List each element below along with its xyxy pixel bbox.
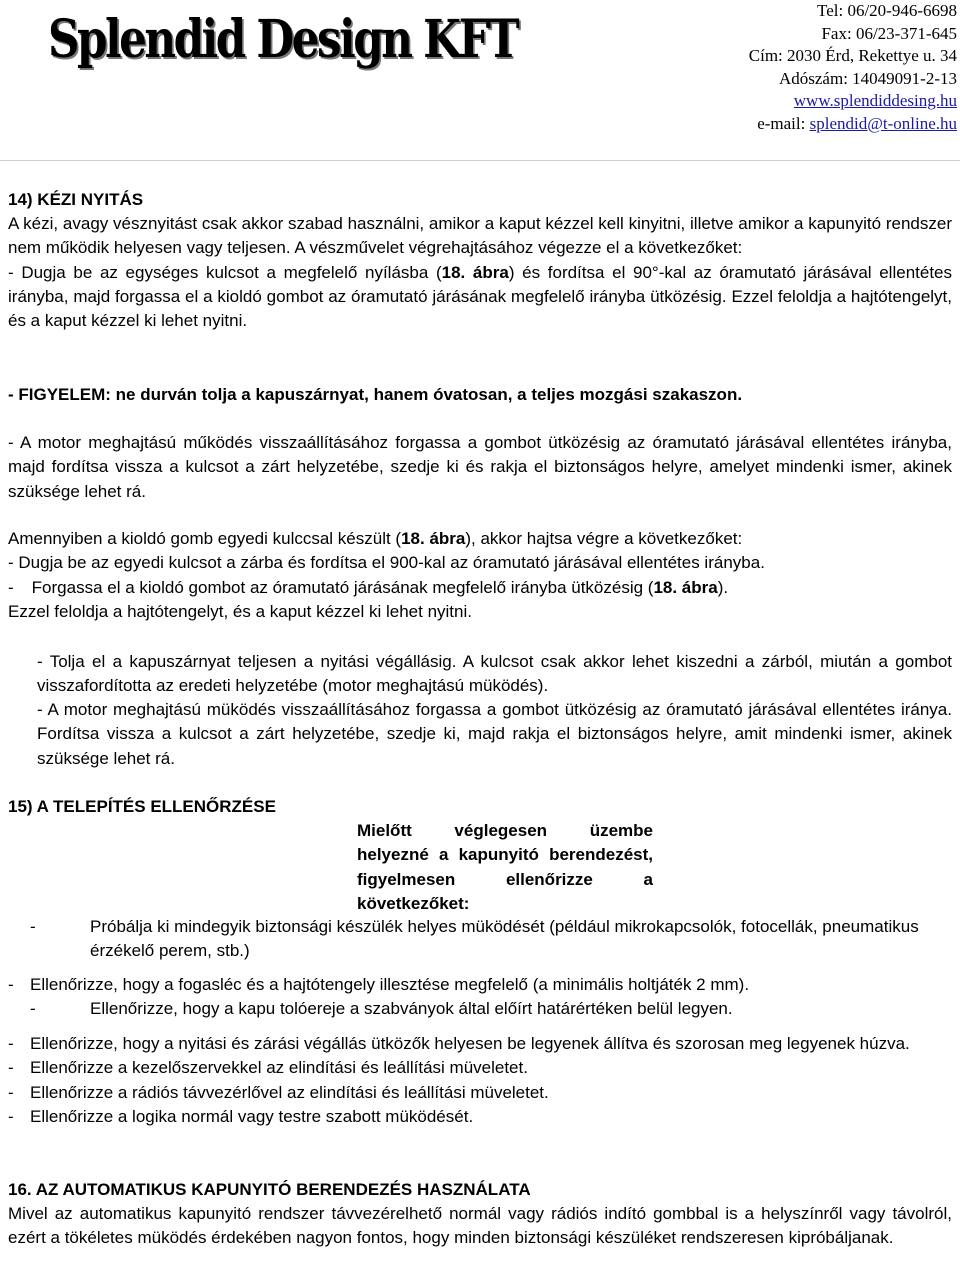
section-14-step-1: - Dugja be az egységes kulcsot a megfelelő nyílásba (18. ábra) és fordítsa el 90°-kal az óramutató járásával ellentétes irányba, majd forgassa el a kioldó gombot az óramutató járásának megfelelő irányba ütközésig. Ezzel feloldja a hajtótengelyt, és a kaput kézzel ki lehet nyitni. bbox=[8, 262, 953, 331]
website-link[interactable]: www.splendiddesing.hu bbox=[793, 91, 957, 110]
check-item-text: Ellenőrizze a rádiós távvezérlővel az elindítási és leállítási müveletet. bbox=[30, 1082, 549, 1102]
figure-reference: 18. ábra bbox=[653, 577, 718, 597]
fax-number: Fax: 06/23-371-645 bbox=[821, 23, 957, 43]
list-dash: - bbox=[30, 917, 36, 936]
check-list bbox=[8, 1032, 952, 1129]
section-14-body bbox=[8, 212, 952, 333]
section-16-text: Mivel az automatikus kapunyitó rendszer távvezérelhető normál vagy rádiós indító gombbal is a helyszínről vagy távolról, ezért a tökéletes müködés érdekében nagyon fontos, hogy minden biztonsági készüléket rendszeresen kipróbáljanak. bbox=[8, 1204, 952, 1248]
section-15-heading: 15) A TELEPÍTÉS ELLENŐRZÉSE bbox=[8, 797, 276, 816]
list-dash: - bbox=[8, 975, 14, 994]
check-item bbox=[30, 915, 952, 964]
check-item-text: Ellenőrizze, hogy a fogasléc és a hajtótengely illesztése megfelelő (a minimális holtjáték 2 mm). bbox=[30, 975, 750, 994]
list-dash: - bbox=[8, 1106, 14, 1126]
contact-block bbox=[749, 0, 957, 135]
custom-key-block bbox=[8, 527, 952, 624]
custom-key-intro: Amennyiben a kioldó gomb egyedi kulccsal készült (18. ábra), akkor hajtsa végre a következőket: bbox=[8, 529, 743, 548]
restore-motor-text: - A motor meghajtású müködés visszaállításához forgassa a gombot ütközésig az óramutató járásával ellentétes iránya. Fordítsa vissza a kulcsot a zárt helyzetébe, szedje ki, majd rakja el biztonságos helyre, amit mindenki ismer, akinek szüksége lehet rá. bbox=[37, 700, 952, 768]
check-item bbox=[8, 973, 952, 997]
push-gate-text: - Tolja el a kapuszárnyat teljesen a nyitási végállásig. A kulcsot csak akkor lehet kiszedni a zárból, miután a gombot visszafordította az eredeti helyzetébe (motor meghajtású müködés). bbox=[37, 652, 952, 696]
list-dash: - bbox=[30, 999, 36, 1018]
company-logo: Splendid Design KFT bbox=[48, 9, 518, 70]
section-14-heading: 14) KÉZI NYITÁS bbox=[8, 190, 144, 209]
restore-text: - A motor meghajtású működés visszaállításához forgassa a gombot ütközésig az óramutató járásával ellentétes irányba, majd fordítsa vissza a kulcsot a zárt helyzetébe, szedje ki és rakja el biztonságos helyre, amelyet mindenki ismer, akinek szüksége lehet rá. bbox=[8, 433, 952, 501]
figure-reference: 18. ábra bbox=[441, 262, 509, 282]
section-14-intro: A kézi, avagy vésznyitást csak akkor szabad használni, amikor a kaput kézzel kell kinyitni, illetve amikor a kapunyitó rendszer nem működik helyesen vagy teljesen. A vészművelet végrehajtásához végezze el a következőket: bbox=[8, 214, 952, 258]
custom-key-step-1: - Dugja be az egyedi kulcsot a zárba és fordítsa el 900-kal az óramutató járásával ellentétes irányba. bbox=[8, 553, 765, 573]
header-divider bbox=[0, 160, 960, 161]
check-item-text: Ellenőrizze a kezelőszervekkel az elindítási és leállítási müveletet. bbox=[30, 1058, 528, 1078]
address: Cím: 2030 Érd, Rekettye u. 34 bbox=[748, 46, 957, 65]
tax-number: Adószám: 14049091-2-13 bbox=[778, 68, 957, 88]
check-item-text: Próbálja ki mindegyik biztonsági készülék helyes müködését (például mikrokapcsolók, fotocellák, pneumatikus érzékelő perem, stb.) bbox=[90, 917, 919, 961]
list-dash: - bbox=[8, 1034, 14, 1053]
check-item-text: Ellenőrizze, hogy a kapu tolóereje a szabványok által előírt határértéken belül legyen. bbox=[90, 999, 733, 1018]
list-dash: - bbox=[8, 1058, 14, 1078]
check-item-text: Ellenőrizze, hogy a nyitási és zárási végállás ütközők helyesen be legyenek állítva és szorosan meg legyenek húzva. bbox=[30, 1034, 910, 1053]
figure-reference: 18. ábra bbox=[401, 529, 466, 548]
section-15-intro: Mielőtt véglegesen üzembe helyezné a kapunyitó berendezést, figyelmesen ellenőrizze a következőket: bbox=[357, 821, 653, 913]
warning-text: - FIGYELEM: ne durván tolja a kapuszárnyat, hanem óvatosan, a teljes mozgási szakaszon. bbox=[8, 385, 743, 404]
section-16-heading: 16. AZ AUTOMATIKUS KAPUNYITÓ BERENDEZÉS HASZNÁLATA bbox=[8, 1180, 531, 1199]
list-dash: - bbox=[8, 1082, 14, 1102]
email-label: e-mail: bbox=[757, 113, 810, 133]
phone-number: Tel: 06/20-946-6698 bbox=[817, 1, 957, 20]
email-line bbox=[749, 113, 957, 136]
custom-key-step-2-cont: Ezzel feloldja a hajtótengelyt, és a kaput kézzel ki lehet nyitni. bbox=[8, 601, 472, 621]
custom-key-step-2: - Forgassa el a kioldó gombot az óramutató járásának megfelelő irányba ütközésig (18. ábra). bbox=[8, 577, 729, 597]
email-link[interactable]: splendid@t-online.hu bbox=[809, 113, 957, 133]
check-item-text: Ellenőrizze a logika normál vagy testre szabott müködését. bbox=[30, 1106, 474, 1126]
check-item bbox=[30, 997, 952, 1021]
